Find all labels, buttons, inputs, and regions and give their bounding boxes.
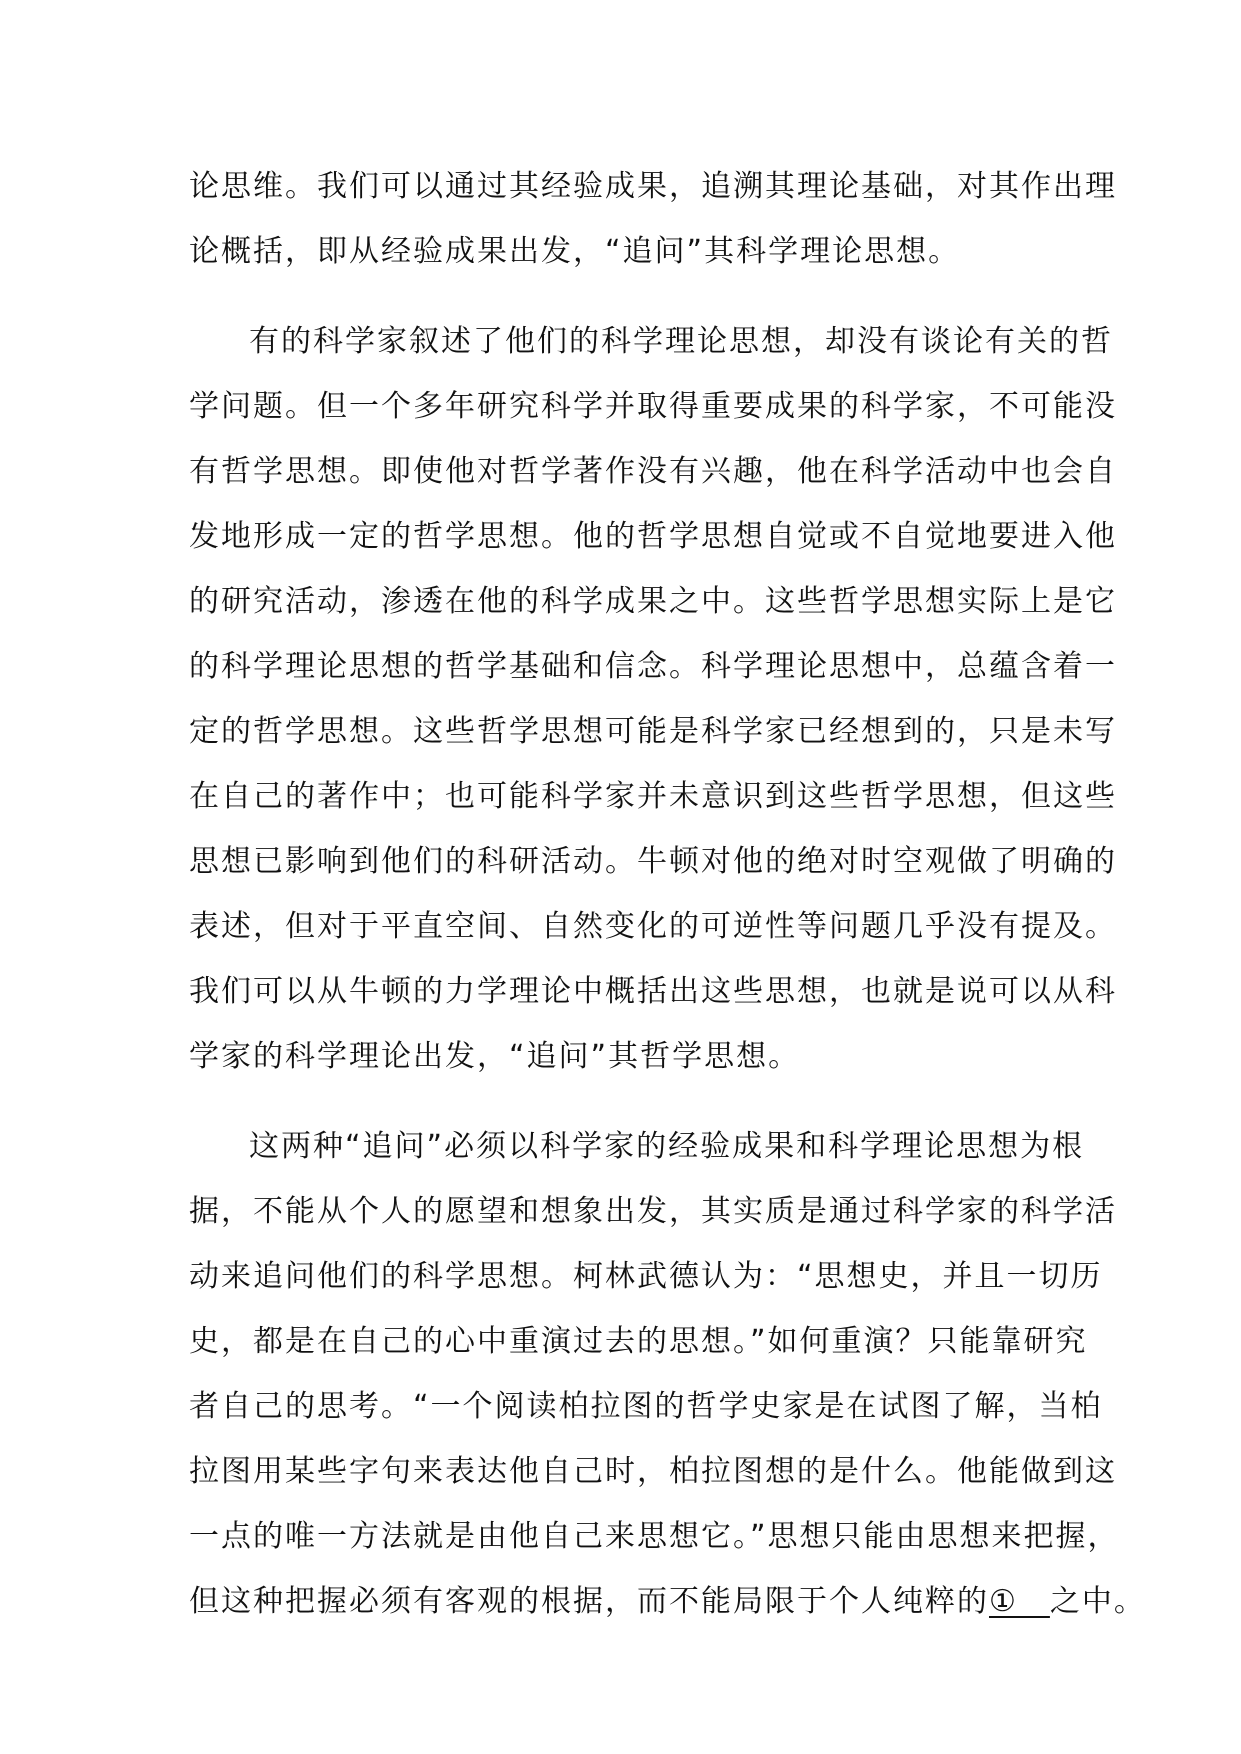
text-line: 论概括，即从经验成果出发，“追问”其科学理论思想。 xyxy=(189,234,961,269)
text-line: 动来追问他们的科学思想。柯林武德认为：“思想史，并且一切历 xyxy=(189,1259,1103,1294)
document-page xyxy=(189,154,1146,1634)
text-line: 定的哲学思想。这些哲学思想可能是科学家已经想到的，只是未写 xyxy=(189,714,1117,749)
paragraph-2 xyxy=(189,309,1117,1089)
text-line: 我们可以从牛顿的力学理论中概括出这些思想，也就是说可以从科 xyxy=(189,974,1117,1009)
text-line: 一点的唯一方法就是由他自己来思想它。”思想只能由思想来把握， xyxy=(189,1519,1120,1554)
fill-in-blank-1: ① xyxy=(989,1584,1050,1619)
text-line-last xyxy=(189,1569,1146,1634)
text-line: 表述，但对于平直空间、自然变化的可逆性等问题几乎没有提及。 xyxy=(189,909,1117,944)
text-line: 学问题。但一个多年研究科学并取得重要成果的科学家，不可能没 xyxy=(189,389,1117,424)
text-after-blank: 之中。 xyxy=(1049,1584,1146,1619)
text-line: 思想已影响到他们的科研活动。牛顿对他的绝对时空观做了明确的 xyxy=(189,844,1117,879)
text-line: 在自己的著作中；也可能科学家并未意识到这些哲学思想，但这些 xyxy=(189,779,1117,814)
text-line: 有的科学家叙述了他们的科学理论思想，却没有谈论有关的哲 xyxy=(249,324,1113,359)
text-line: 这两种“追问”必须以科学家的经验成果和科学理论思想为根 xyxy=(249,1129,1085,1164)
text-line: 者自己的思考。“一个阅读柏拉图的哲学史家是在试图了解，当柏 xyxy=(189,1389,1103,1424)
text-line: 有哲学思想。即使他对哲学著作没有兴趣，他在科学活动中也会自 xyxy=(189,454,1117,489)
text-line: 发地形成一定的哲学思想。他的哲学思想自觉或不自觉地要进入他 xyxy=(189,519,1117,554)
text-line: 学家的科学理论出发，“追问”其哲学思想。 xyxy=(189,1039,801,1074)
text-line: 论思维。我们可以通过其经验成果，追溯其理论基础，对其作出理 xyxy=(189,169,1117,204)
text-line: 的研究活动，渗透在他的科学成果之中。这些哲学思想实际上是它 xyxy=(189,584,1117,619)
text-line: 的科学理论思想的哲学基础和信念。科学理论思想中，总蕴含着一 xyxy=(189,649,1117,684)
text-line: 据，不能从个人的愿望和想象出发，其实质是通过科学家的科学活 xyxy=(189,1194,1117,1229)
paragraph-3 xyxy=(189,1114,1146,1634)
text-before-blank: 但这种把握必须有客观的根据，而不能局限于个人纯粹的 xyxy=(189,1584,989,1619)
paragraph-1 xyxy=(189,154,1117,284)
text-line: 拉图用某些字句来表达他自己时，柏拉图想的是什么。他能做到这 xyxy=(189,1454,1117,1489)
text-line: 史，都是在自己的心中重演过去的思想。”如何重演？只能靠研究 xyxy=(189,1324,1088,1359)
